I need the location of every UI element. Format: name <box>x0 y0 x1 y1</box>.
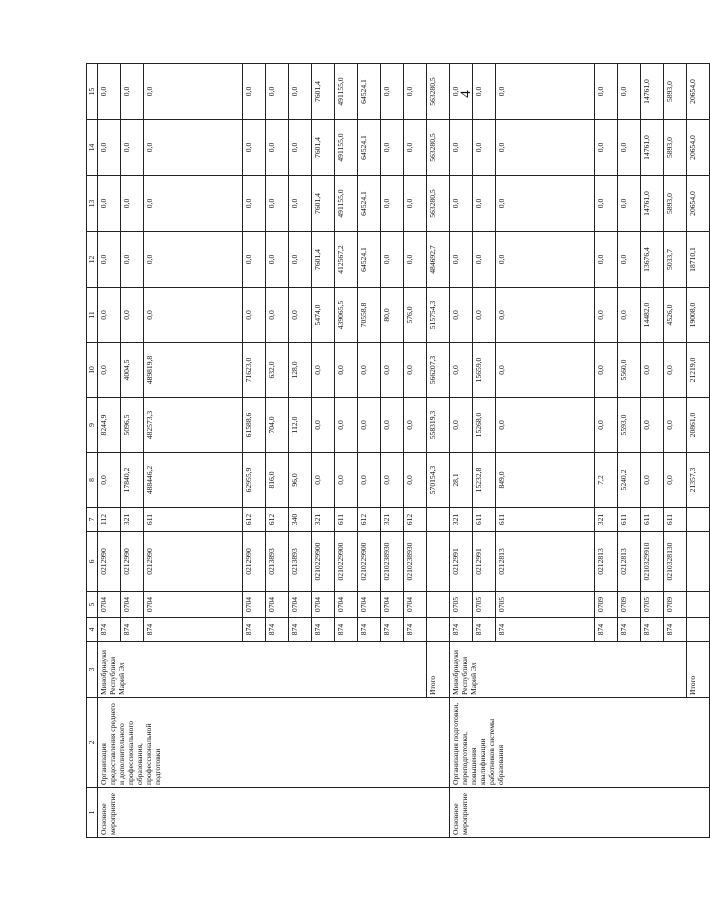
header-cell: 2 <box>87 698 98 788</box>
value-cell: 64524,1 <box>358 64 381 120</box>
value-cell: 849,0 <box>496 453 595 508</box>
executor-cell: Минобрнауки Республики Марий Эл <box>98 642 427 698</box>
value-cell: 874 <box>335 618 358 642</box>
value-cell: 612 <box>358 508 381 532</box>
value-cell: 874 <box>121 618 144 642</box>
value-cell: 874 <box>404 618 427 642</box>
value-cell: 7601,4 <box>312 176 335 232</box>
total-value-cell: 563280,5 <box>427 120 450 176</box>
value-cell: 0213893 <box>289 532 312 592</box>
value-cell: 489819,8 <box>144 343 243 398</box>
empty-cell <box>687 592 710 618</box>
value-cell: 0,0 <box>496 232 595 288</box>
value-cell: 0213893 <box>266 532 289 592</box>
value-cell: 611 <box>641 508 664 532</box>
value-cell: 0,0 <box>618 120 641 176</box>
value-cell: 128,0 <box>289 343 312 398</box>
value-cell: 0,0 <box>335 343 358 398</box>
total-label-cell: Итого <box>687 642 710 698</box>
total-value-cell: 18710,1 <box>687 232 710 288</box>
value-cell: 491155,0 <box>335 64 358 120</box>
total-value-cell: 21219,0 <box>687 343 710 398</box>
value-cell: 0,0 <box>473 120 496 176</box>
value-cell: 0,0 <box>243 232 266 288</box>
header-cell: 3 <box>87 642 98 698</box>
value-cell: 0,0 <box>144 176 243 232</box>
value-cell: 874 <box>381 618 404 642</box>
value-cell: 0,0 <box>496 398 595 453</box>
total-value-cell: 484692,7 <box>427 232 450 288</box>
value-cell: 321 <box>312 508 335 532</box>
total-value-cell: 563280,5 <box>427 176 450 232</box>
value-cell: 5560,0 <box>618 343 641 398</box>
value-cell: 0704 <box>312 592 335 618</box>
value-cell: 5096,5 <box>121 398 144 453</box>
value-cell: 612 <box>243 508 266 532</box>
value-cell: 874 <box>450 618 473 642</box>
page-number: 4 <box>458 90 474 98</box>
value-cell: 0705 <box>450 592 473 618</box>
value-cell: 0,0 <box>496 288 595 343</box>
value-cell: 8244,9 <box>98 398 121 453</box>
total-value-cell: 20654,0 <box>687 176 710 232</box>
value-cell: 611 <box>473 508 496 532</box>
value-cell: 7,2 <box>595 453 618 508</box>
value-cell: 0212813 <box>595 532 618 592</box>
value-cell: 321 <box>121 508 144 532</box>
value-cell: 70558,8 <box>358 288 381 343</box>
empty-cell <box>427 618 450 642</box>
header-cell: 14 <box>87 120 98 176</box>
value-cell: 0704 <box>98 592 121 618</box>
value-cell: 0,0 <box>312 453 335 508</box>
value-cell: 0,0 <box>289 232 312 288</box>
value-cell: 0,0 <box>381 343 404 398</box>
value-cell: 0,0 <box>404 453 427 508</box>
header-cell: 1 <box>87 788 98 838</box>
header-cell: 7 <box>87 508 98 532</box>
value-cell: 0,0 <box>144 288 243 343</box>
header-cell: 13 <box>87 176 98 232</box>
value-cell: 5893,0 <box>664 120 687 176</box>
table-row <box>98 64 121 838</box>
value-cell: 80,0 <box>381 288 404 343</box>
value-cell: 0,0 <box>450 176 473 232</box>
value-cell: 7601,4 <box>312 232 335 288</box>
value-cell: 0212990 <box>121 532 144 592</box>
value-cell: 5240,2 <box>618 453 641 508</box>
empty-cell <box>687 532 710 592</box>
value-cell: 64524,1 <box>358 232 381 288</box>
header-row <box>87 64 98 838</box>
value-cell: 439065,5 <box>335 288 358 343</box>
header-cell: 11 <box>87 288 98 343</box>
value-cell: 0,0 <box>618 288 641 343</box>
value-cell: 4526,0 <box>664 288 687 343</box>
value-cell: 71623,0 <box>243 343 266 398</box>
value-cell: 611 <box>144 508 243 532</box>
value-cell: 0,0 <box>243 288 266 343</box>
value-cell: 15659,0 <box>473 343 496 398</box>
value-cell: 704,0 <box>266 398 289 453</box>
value-cell: 0,0 <box>404 232 427 288</box>
value-cell: 612 <box>266 508 289 532</box>
value-cell: 0210238930 <box>404 532 427 592</box>
value-cell: 0,0 <box>450 288 473 343</box>
total-value-cell: 20654,0 <box>687 64 710 120</box>
table-row <box>450 64 473 838</box>
value-cell: 0212813 <box>496 532 595 592</box>
value-cell: 0,0 <box>381 176 404 232</box>
value-cell: 5893,0 <box>664 64 687 120</box>
value-cell: 0,0 <box>98 453 121 508</box>
value-cell: 14761,0 <box>641 176 664 232</box>
value-cell: 64524,1 <box>358 120 381 176</box>
header-cell: 12 <box>87 232 98 288</box>
value-cell: 0,0 <box>266 64 289 120</box>
value-cell: 0210238930 <box>381 532 404 592</box>
value-cell: 0,0 <box>595 176 618 232</box>
header-cell: 4 <box>87 618 98 642</box>
event-label-cell: Основное мероприятие <box>98 788 450 838</box>
value-cell: 0,0 <box>381 64 404 120</box>
value-cell: 0,0 <box>266 176 289 232</box>
value-cell: 0,0 <box>450 120 473 176</box>
value-cell: 0,0 <box>404 64 427 120</box>
empty-cell <box>687 508 710 532</box>
value-cell: 0704 <box>358 592 381 618</box>
value-cell: 0,0 <box>243 64 266 120</box>
value-cell: 0,0 <box>450 343 473 398</box>
value-cell: 874 <box>266 618 289 642</box>
value-cell: 14761,0 <box>641 64 664 120</box>
total-value-cell: 515754,3 <box>427 288 450 343</box>
value-cell: 612 <box>404 508 427 532</box>
value-cell: 0,0 <box>450 398 473 453</box>
value-cell: 0212990 <box>98 532 121 592</box>
value-cell: 0704 <box>266 592 289 618</box>
table-body <box>98 64 710 838</box>
value-cell: 0,0 <box>450 232 473 288</box>
value-cell: 0,0 <box>473 176 496 232</box>
header-cell: 15 <box>87 64 98 120</box>
value-cell: 874 <box>98 618 121 642</box>
executor-cell: Минобрнауки Республики Марий Эл <box>450 642 687 698</box>
value-cell: 321 <box>450 508 473 532</box>
value-cell: 0,0 <box>641 398 664 453</box>
value-cell: 0,0 <box>289 288 312 343</box>
value-cell: 0,0 <box>496 343 595 398</box>
empty-cell <box>687 618 710 642</box>
value-cell: 0,0 <box>243 120 266 176</box>
value-cell: 0,0 <box>404 398 427 453</box>
value-cell: 0,0 <box>358 453 381 508</box>
value-cell: 0704 <box>144 592 243 618</box>
value-cell: 874 <box>664 618 687 642</box>
event-name-cell: Организация подготовки, переподготовки, повышения квалификации работников системы образования <box>450 698 710 788</box>
value-cell: 5893,0 <box>664 176 687 232</box>
value-cell: 17840,2 <box>121 453 144 508</box>
value-cell: 0,0 <box>335 398 358 453</box>
header-cell: 6 <box>87 532 98 592</box>
value-cell: 0,0 <box>121 64 144 120</box>
value-cell: 0,0 <box>664 453 687 508</box>
empty-cell <box>427 532 450 592</box>
value-cell: 0,0 <box>121 176 144 232</box>
value-cell: 0210329910 <box>641 532 664 592</box>
value-cell: 0704 <box>404 592 427 618</box>
value-cell: 5593,0 <box>618 398 641 453</box>
value-cell: 0,0 <box>595 64 618 120</box>
total-value-cell: 563280,5 <box>427 64 450 120</box>
value-cell: 0,0 <box>618 176 641 232</box>
value-cell: 0,0 <box>335 453 358 508</box>
value-cell: 0709 <box>595 592 618 618</box>
value-cell: 321 <box>381 508 404 532</box>
value-cell: 13676,4 <box>641 232 664 288</box>
value-cell: 0,0 <box>98 232 121 288</box>
value-cell: 874 <box>289 618 312 642</box>
value-cell: 0,0 <box>121 288 144 343</box>
value-cell: 0705 <box>641 592 664 618</box>
value-cell: 874 <box>496 618 595 642</box>
value-cell: 0,0 <box>266 232 289 288</box>
value-cell: 0210229900 <box>335 532 358 592</box>
value-cell: 491155,0 <box>335 120 358 176</box>
value-cell: 5474,0 <box>312 288 335 343</box>
value-cell: 0,0 <box>98 120 121 176</box>
value-cell: 576,0 <box>404 288 427 343</box>
value-cell: 611 <box>664 508 687 532</box>
value-cell: 611 <box>618 508 641 532</box>
total-value-cell: 21357,3 <box>687 453 710 508</box>
value-cell: 4004,5 <box>121 343 144 398</box>
value-cell: 874 <box>618 618 641 642</box>
value-cell: 0,0 <box>595 343 618 398</box>
event-label-cell: Основное мероприятие <box>450 788 710 838</box>
value-cell: 0,0 <box>312 398 335 453</box>
total-value-cell: 20654,0 <box>687 120 710 176</box>
value-cell: 0,0 <box>618 64 641 120</box>
value-cell: 0705 <box>473 592 496 618</box>
value-cell: 0,0 <box>496 176 595 232</box>
event-name-cell: Организация предоставления среднего и дополнительного профессионального образования, профессиональной подготовки <box>98 698 450 788</box>
value-cell: 412567,2 <box>335 232 358 288</box>
value-cell: 0,0 <box>473 232 496 288</box>
value-cell: 14482,0 <box>641 288 664 343</box>
value-cell: 0,0 <box>144 64 243 120</box>
value-cell: 7601,4 <box>312 64 335 120</box>
value-cell: 28,1 <box>450 453 473 508</box>
header-cell: 8 <box>87 453 98 508</box>
value-cell: 874 <box>473 618 496 642</box>
total-value-cell: 19008,0 <box>687 288 710 343</box>
value-cell: 0704 <box>289 592 312 618</box>
value-cell: 0212991 <box>473 532 496 592</box>
value-cell: 611 <box>335 508 358 532</box>
value-cell: 0705 <box>496 592 595 618</box>
budget-table <box>86 63 710 838</box>
value-cell: 0,0 <box>266 120 289 176</box>
value-cell: 5033,7 <box>664 232 687 288</box>
total-value-cell: 566207,3 <box>427 343 450 398</box>
value-cell: 482573,3 <box>144 398 243 453</box>
value-cell: 874 <box>641 618 664 642</box>
value-cell: 0704 <box>121 592 144 618</box>
value-cell: 0704 <box>243 592 266 618</box>
value-cell: 0704 <box>381 592 404 618</box>
value-cell: 0704 <box>335 592 358 618</box>
value-cell: 874 <box>358 618 381 642</box>
value-cell: 0,0 <box>450 64 473 120</box>
value-cell: 0,0 <box>121 120 144 176</box>
value-cell: 0,0 <box>312 343 335 398</box>
value-cell: 0,0 <box>266 288 289 343</box>
value-cell: 15268,0 <box>473 398 496 453</box>
value-cell: 61588,6 <box>243 398 266 453</box>
value-cell: 0,0 <box>289 120 312 176</box>
value-cell: 0,0 <box>98 64 121 120</box>
value-cell: 112 <box>98 508 121 532</box>
total-value-cell: 20861,0 <box>687 398 710 453</box>
value-cell: 0,0 <box>98 176 121 232</box>
value-cell: 0,0 <box>664 398 687 453</box>
value-cell: 0,0 <box>641 343 664 398</box>
value-cell: 0,0 <box>381 120 404 176</box>
value-cell: 0,0 <box>121 232 144 288</box>
value-cell: 874 <box>144 618 243 642</box>
value-cell: 62955,9 <box>243 453 266 508</box>
value-cell: 0,0 <box>98 288 121 343</box>
value-cell: 0,0 <box>641 453 664 508</box>
value-cell: 0,0 <box>473 64 496 120</box>
value-cell: 0,0 <box>144 232 243 288</box>
value-cell: 0,0 <box>595 398 618 453</box>
value-cell: 0,0 <box>496 120 595 176</box>
total-label-cell: Итого <box>427 642 450 698</box>
value-cell: 632,0 <box>266 343 289 398</box>
value-cell: 14761,0 <box>641 120 664 176</box>
value-cell: 15232,8 <box>473 453 496 508</box>
value-cell: 0,0 <box>664 343 687 398</box>
value-cell: 0,0 <box>473 288 496 343</box>
value-cell: 0,0 <box>595 120 618 176</box>
value-cell: 0210229900 <box>312 532 335 592</box>
value-cell: 112,0 <box>289 398 312 453</box>
value-cell: 0,0 <box>618 232 641 288</box>
value-cell: 0,0 <box>98 343 121 398</box>
value-cell: 0,0 <box>595 232 618 288</box>
value-cell: 0,0 <box>381 232 404 288</box>
value-cell: 0,0 <box>358 398 381 453</box>
value-cell: 874 <box>312 618 335 642</box>
value-cell: 7601,4 <box>312 120 335 176</box>
empty-cell <box>427 592 450 618</box>
value-cell: 0,0 <box>381 453 404 508</box>
value-cell: 0210328130 <box>664 532 687 592</box>
value-cell: 488446,2 <box>144 453 243 508</box>
value-cell: 0,0 <box>243 176 266 232</box>
value-cell: 0709 <box>664 592 687 618</box>
value-cell: 340 <box>289 508 312 532</box>
value-cell: 0212813 <box>618 532 641 592</box>
value-cell: 0212990 <box>144 532 243 592</box>
value-cell: 0,0 <box>358 343 381 398</box>
header-cell: 5 <box>87 592 98 618</box>
value-cell: 0210229900 <box>358 532 381 592</box>
header-cell: 10 <box>87 343 98 398</box>
value-cell: 0,0 <box>404 176 427 232</box>
value-cell: 0,0 <box>381 398 404 453</box>
rotated-table-container <box>86 64 697 838</box>
total-value-cell: 558319,3 <box>427 398 450 453</box>
value-cell: 874 <box>595 618 618 642</box>
value-cell: 321 <box>595 508 618 532</box>
value-cell: 874 <box>243 618 266 642</box>
value-cell: 0,0 <box>289 176 312 232</box>
value-cell: 64524,1 <box>358 176 381 232</box>
value-cell: 0212990 <box>243 532 266 592</box>
value-cell: 0,0 <box>595 288 618 343</box>
value-cell: 816,0 <box>266 453 289 508</box>
value-cell: 0,0 <box>496 64 595 120</box>
value-cell: 0,0 <box>404 120 427 176</box>
value-cell: 0,0 <box>289 64 312 120</box>
total-value-cell: 570154,3 <box>427 453 450 508</box>
value-cell: 0212991 <box>450 532 473 592</box>
value-cell: 491155,0 <box>335 176 358 232</box>
value-cell: 611 <box>496 508 595 532</box>
value-cell: 0,0 <box>144 120 243 176</box>
value-cell: 0,0 <box>404 343 427 398</box>
header-cell: 9 <box>87 398 98 453</box>
value-cell: 96,0 <box>289 453 312 508</box>
value-cell: 0709 <box>618 592 641 618</box>
empty-cell <box>427 508 450 532</box>
